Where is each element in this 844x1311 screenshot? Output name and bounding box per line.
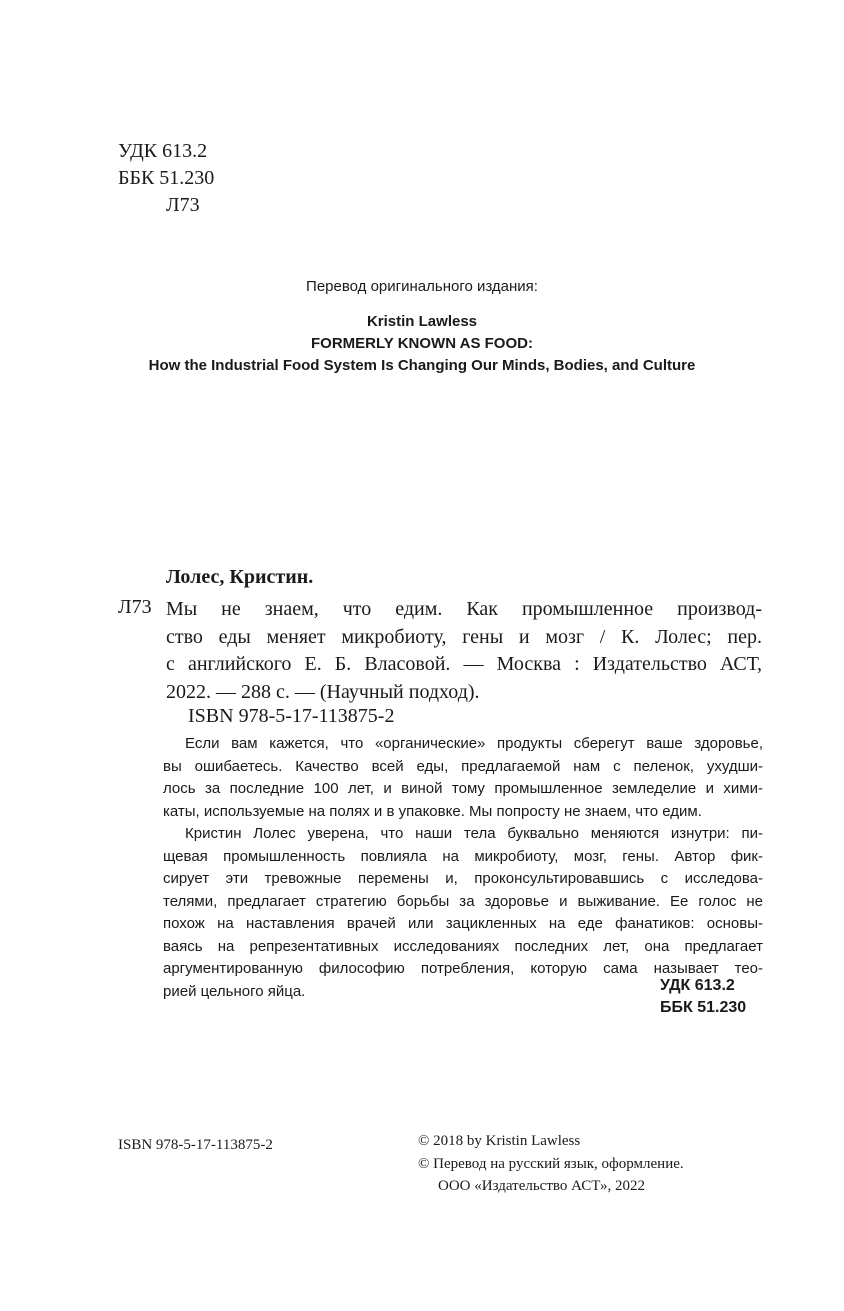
annotation-line: сирует эти тревожные перемены и, проконсультировавшись с исследова-: [163, 870, 763, 887]
record-mark: Л73: [118, 596, 152, 618]
annotation-line: каты, используемые на полях и в упаковке. Мы попросту не знаем, что едим.: [163, 802, 702, 820]
annotation-line: ваясь на репрезентативных исследованиях последних лет, она предлагает: [163, 937, 763, 955]
copyright-publisher: ООО «Издательство АСТ», 2022: [438, 1178, 645, 1194]
bbk-code: ББК 51.230: [118, 167, 215, 189]
classification-codes: [118, 138, 214, 219]
annotation-line: щевая промышленность повлияла на микробиоту, мозг, гены. Автор фик-: [163, 847, 763, 865]
annotation-line: аргументированную философию потребления, которую сама называет тео-: [163, 960, 763, 977]
bibliographic-line: 2022. — 288 с. — (Научный подход).: [166, 680, 480, 703]
annotation: [163, 733, 763, 1003]
record-isbn: ISBN 978-5-17-113875-2: [188, 705, 395, 727]
record-author-heading: Лолес, Кристин.: [166, 566, 314, 588]
annotation-line: рией цельного яйца.: [163, 982, 306, 1000]
original-subtitle: How the Industrial Food System Is Changing Our Minds, Bodies, and Culture: [148, 357, 696, 374]
original-title: FORMERLY KNOWN AS FOOD:: [311, 335, 533, 352]
original-edition-heading: Перевод оригинального издания:: [306, 278, 538, 295]
original-author: Kristin Lawless: [366, 313, 478, 330]
copyright-original: © 2018 by Kristin Lawless: [418, 1133, 581, 1149]
annotation-bbk: ББК 51.230: [660, 999, 747, 1016]
bibliographic-line: Мы не знаем, что едим. Как промышленное производ-: [166, 598, 762, 620]
bibliographic-description: [166, 596, 762, 706]
annotation-line: вы ошибаетесь. Качество всей еды, предлагаемой нам с пеленок, ухудши-: [163, 757, 763, 775]
bibliographic-line: с английского Е. Б. Власовой. — Москва : Издательство АСТ,: [166, 653, 762, 675]
annotation-line: Если вам кажется, что «органические» продукты сберегут ваше здоровье,: [185, 735, 763, 752]
annotation-line: Кристин Лолес уверена, что наши тела буквально меняются изнутри: пи-: [185, 825, 763, 842]
annotation-udk: УДК 613.2: [660, 977, 735, 994]
annotation-line: телями, предлагает стратегию борьбы за здоровье и выживание. Ее голос не: [163, 892, 763, 910]
annotation-codes: [660, 975, 746, 1019]
annotation-line: похож на наставления врачей или зацикленных на еде фанатиков: основы-: [163, 915, 763, 932]
footer-isbn: ISBN 978-5-17-113875-2: [118, 1137, 273, 1153]
udk-code: УДК 613.2: [118, 140, 208, 162]
bibliographic-line: ство еды меняет микробиоту, гены и мозг / К. Лолес; пер.: [166, 625, 762, 648]
annotation-line: лось за последние 100 лет, и виной тому промышленное земледелие и хими-: [163, 780, 763, 797]
copyright-block: [418, 1130, 684, 1198]
copyright-translation: © Перевод на русский язык, оформление.: [418, 1155, 684, 1172]
author-mark: Л73: [166, 194, 200, 216]
